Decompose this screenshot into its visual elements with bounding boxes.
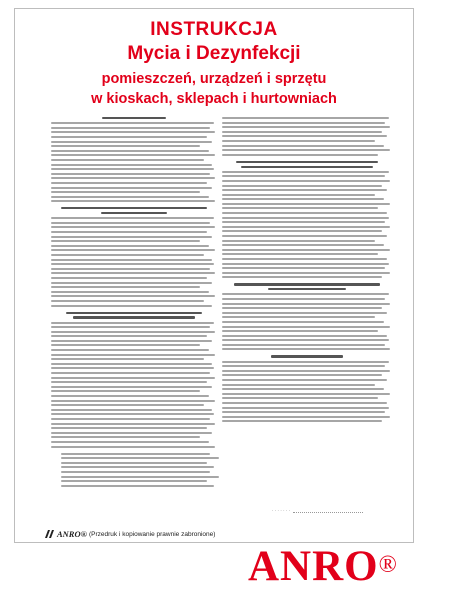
- blurred-text-line: [222, 154, 378, 156]
- section-heading: [222, 161, 392, 168]
- blurred-text-line: [51, 386, 212, 388]
- blurred-text-line: [222, 175, 385, 177]
- blurred-text-line: [222, 189, 387, 191]
- section-heading: [222, 355, 392, 357]
- blurred-text-line: [51, 381, 207, 383]
- blurred-text-line: [51, 340, 212, 342]
- blurred-text-line: [222, 203, 390, 205]
- blurred-text-line: [222, 207, 378, 209]
- blurred-text-line: [51, 122, 214, 124]
- blurred-text-line: [222, 276, 382, 278]
- blurred-text-line: [222, 420, 382, 422]
- blurred-text-line: [51, 136, 207, 138]
- document-subtitle-line2: w kioskach, sklepach i hurtowniach: [91, 91, 337, 107]
- blurred-text-line: [51, 236, 212, 238]
- blurred-heading-line: [102, 117, 165, 119]
- blurred-text-line: [51, 164, 212, 166]
- blurred-text-line: [222, 416, 390, 418]
- blurred-text-line: [222, 293, 389, 295]
- blurred-text-line: [51, 196, 209, 198]
- blurred-text-line: [51, 254, 204, 256]
- blurred-text-line: [51, 358, 204, 360]
- blurred-text-line: [51, 400, 215, 402]
- blurred-text-line: [51, 390, 200, 392]
- blurred-text-line: [51, 404, 204, 406]
- section-heading: [51, 312, 217, 319]
- blurred-text-line: [61, 471, 210, 473]
- blurred-text-line: [222, 348, 390, 350]
- blurred-text-line: [222, 339, 389, 341]
- blurred-text-line: [51, 141, 212, 143]
- blurred-text-line: [51, 305, 212, 307]
- blurred-text-line: [61, 480, 207, 482]
- blurred-text-line: [51, 349, 209, 351]
- blurred-text-line: [222, 407, 389, 409]
- blurred-text-line: [222, 263, 389, 265]
- blurred-text-line: [51, 145, 200, 147]
- blurred-text-line: [51, 154, 215, 156]
- blurred-text-line: [222, 411, 385, 413]
- blurred-heading-line: [268, 288, 346, 290]
- blurred-text-line: [51, 446, 215, 448]
- blurred-text-line: [51, 363, 212, 365]
- blurred-text-line: [51, 427, 207, 429]
- blurred-text-line: [51, 409, 212, 411]
- blurred-text-line: [51, 418, 210, 420]
- blurred-text-line: [222, 330, 378, 332]
- anro-logo: [248, 542, 398, 592]
- blurred-text-line: [51, 367, 214, 369]
- blurred-text-line: [51, 131, 215, 133]
- blurred-text-line: [222, 198, 384, 200]
- blurred-text-line: [61, 466, 214, 468]
- signature-label: . . . . . . .: [272, 507, 291, 513]
- right-text-column: [222, 117, 392, 427]
- blurred-text-line: [222, 135, 387, 137]
- blurred-text-line: [222, 272, 390, 274]
- blurred-heading-line: [101, 212, 167, 214]
- blurred-text-line: [222, 226, 390, 228]
- signature-field: [272, 507, 363, 513]
- instruction-sheet: [14, 8, 414, 543]
- blurred-text-line: [222, 374, 382, 376]
- blurred-text-line: [51, 191, 200, 193]
- footer-copyright-text: (Przedruk i kopiowanie prawnie zabronione): [88, 530, 216, 538]
- blurred-text-line: [222, 326, 390, 328]
- blurred-text-line: [51, 249, 215, 251]
- blurred-text-line: [51, 423, 215, 425]
- blurred-heading-line: [66, 312, 202, 314]
- blurred-text-line: [222, 384, 375, 386]
- blurred-text-line: [222, 335, 387, 337]
- blurred-text-line: [51, 395, 209, 397]
- blurred-text-line: [222, 235, 387, 237]
- paragraph: [51, 453, 217, 487]
- blurred-heading-line: [241, 166, 374, 168]
- blurred-text-line: [51, 182, 207, 184]
- blurred-text-line: [61, 457, 219, 459]
- section-heading: [51, 207, 217, 214]
- blurred-heading-line: [236, 161, 379, 163]
- blurred-text-line: [222, 230, 382, 232]
- blurred-text-line: [222, 402, 387, 404]
- blurred-text-line: [222, 149, 390, 151]
- blurred-text-line: [51, 432, 212, 434]
- blurred-text-line: [51, 127, 210, 129]
- blurred-text-line: [51, 372, 210, 374]
- blurred-text-line: [222, 267, 385, 269]
- blurred-text-line: [51, 259, 212, 261]
- blurred-heading-line: [61, 207, 207, 209]
- section-heading: [222, 283, 392, 290]
- blurred-text-line: [222, 344, 385, 346]
- left-text-column: [51, 117, 217, 492]
- blurred-text-line: [51, 354, 215, 356]
- blurred-text-line: [222, 321, 384, 323]
- blurred-text-line: [222, 131, 382, 133]
- registered-mark-icon: ®: [378, 552, 398, 578]
- blurred-text-line: [222, 140, 375, 142]
- blurred-text-line: [222, 361, 389, 363]
- blurred-text-line: [222, 393, 390, 395]
- blurred-text-line: [51, 441, 209, 443]
- blurred-text-line: [51, 231, 207, 233]
- blurred-text-line: [222, 117, 389, 119]
- blurred-text-line: [222, 388, 384, 390]
- blurred-text-line: [51, 245, 209, 247]
- blurred-text-line: [222, 249, 390, 251]
- blurred-text-line: [222, 185, 382, 187]
- blurred-text-line: [51, 272, 215, 274]
- paragraph: [51, 122, 217, 202]
- blurred-text-line: [51, 277, 207, 279]
- paragraph: [222, 171, 392, 279]
- footer-note: [45, 529, 215, 539]
- blurred-text-line: [51, 295, 215, 297]
- blurred-text-line: [51, 436, 200, 438]
- paragraph: [51, 217, 217, 306]
- paragraph: [222, 361, 392, 423]
- blurred-text-line: [51, 344, 200, 346]
- blurred-text-line: [51, 168, 214, 170]
- blurred-text-line: [222, 253, 378, 255]
- blurred-text-line: [222, 312, 387, 314]
- blurred-text-line: [51, 240, 200, 242]
- blurred-text-line: [51, 200, 215, 202]
- document-subtitle-line1: pomieszczeń, urządzeń i sprzętu: [101, 71, 327, 87]
- blurred-text-line: [51, 326, 210, 328]
- paragraph: [51, 322, 217, 448]
- blurred-text-line: [222, 365, 385, 367]
- blurred-text-line: [61, 485, 214, 487]
- blurred-text-line: [222, 221, 385, 223]
- blurred-text-line: [51, 286, 200, 288]
- signature-line: [293, 507, 363, 513]
- blurred-text-line: [51, 268, 210, 270]
- paragraph: [222, 117, 392, 156]
- blurred-text-line: [222, 307, 382, 309]
- blurred-text-line: [51, 291, 209, 293]
- blurred-text-line: [61, 462, 207, 464]
- blurred-text-line: [222, 258, 387, 260]
- blurred-text-line: [222, 180, 390, 182]
- blurred-text-line: [61, 476, 219, 478]
- blurred-text-line: [222, 171, 389, 173]
- blurred-text-line: [222, 145, 384, 147]
- blurred-text-line: [222, 370, 390, 372]
- blurred-text-line: [222, 212, 387, 214]
- blurred-text-line: [51, 187, 212, 189]
- blurred-text-line: [51, 331, 215, 333]
- document-title: INSTRUKCJA: [150, 19, 278, 40]
- blurred-text-line: [51, 150, 209, 152]
- blurred-text-line: [222, 126, 390, 128]
- blurred-text-line: [222, 298, 385, 300]
- blurred-heading-line: [234, 283, 380, 285]
- blurred-text-line: [222, 240, 375, 242]
- blurred-text-line: [222, 379, 387, 381]
- blurred-text-line: [51, 226, 215, 228]
- blurred-text-line: [222, 217, 389, 219]
- blurred-text-line: [61, 453, 210, 455]
- document-title-secondary: Mycia i Dezynfekcji: [127, 43, 301, 64]
- blurred-text-line: [51, 263, 214, 265]
- blurred-text-line: [222, 122, 385, 124]
- section-heading: [51, 117, 217, 119]
- blurred-text-line: [51, 222, 210, 224]
- blurred-heading-line: [73, 316, 196, 318]
- blurred-text-line: [222, 244, 384, 246]
- blurred-text-line: [51, 173, 210, 175]
- blurred-text-line: [222, 397, 378, 399]
- footer-brand: ANRO®: [57, 529, 87, 539]
- blurred-text-line: [51, 377, 215, 379]
- blurred-text-line: [51, 413, 214, 415]
- blurred-text-line: [51, 300, 204, 302]
- blurred-text-line: [51, 335, 207, 337]
- blurred-text-line: [51, 282, 212, 284]
- blurred-heading-line: [271, 355, 342, 357]
- blurred-text-line: [51, 177, 215, 179]
- blurred-text-line: [222, 303, 390, 305]
- blurred-text-line: [51, 217, 214, 219]
- blurred-text-line: [51, 159, 204, 161]
- paragraph: [222, 293, 392, 350]
- blurred-text-line: [222, 316, 375, 318]
- anro-logo-text: ANRO: [248, 543, 379, 590]
- blurred-text-line: [51, 322, 214, 324]
- anro-mark-icon: [45, 530, 55, 538]
- blurred-text-line: [222, 194, 375, 196]
